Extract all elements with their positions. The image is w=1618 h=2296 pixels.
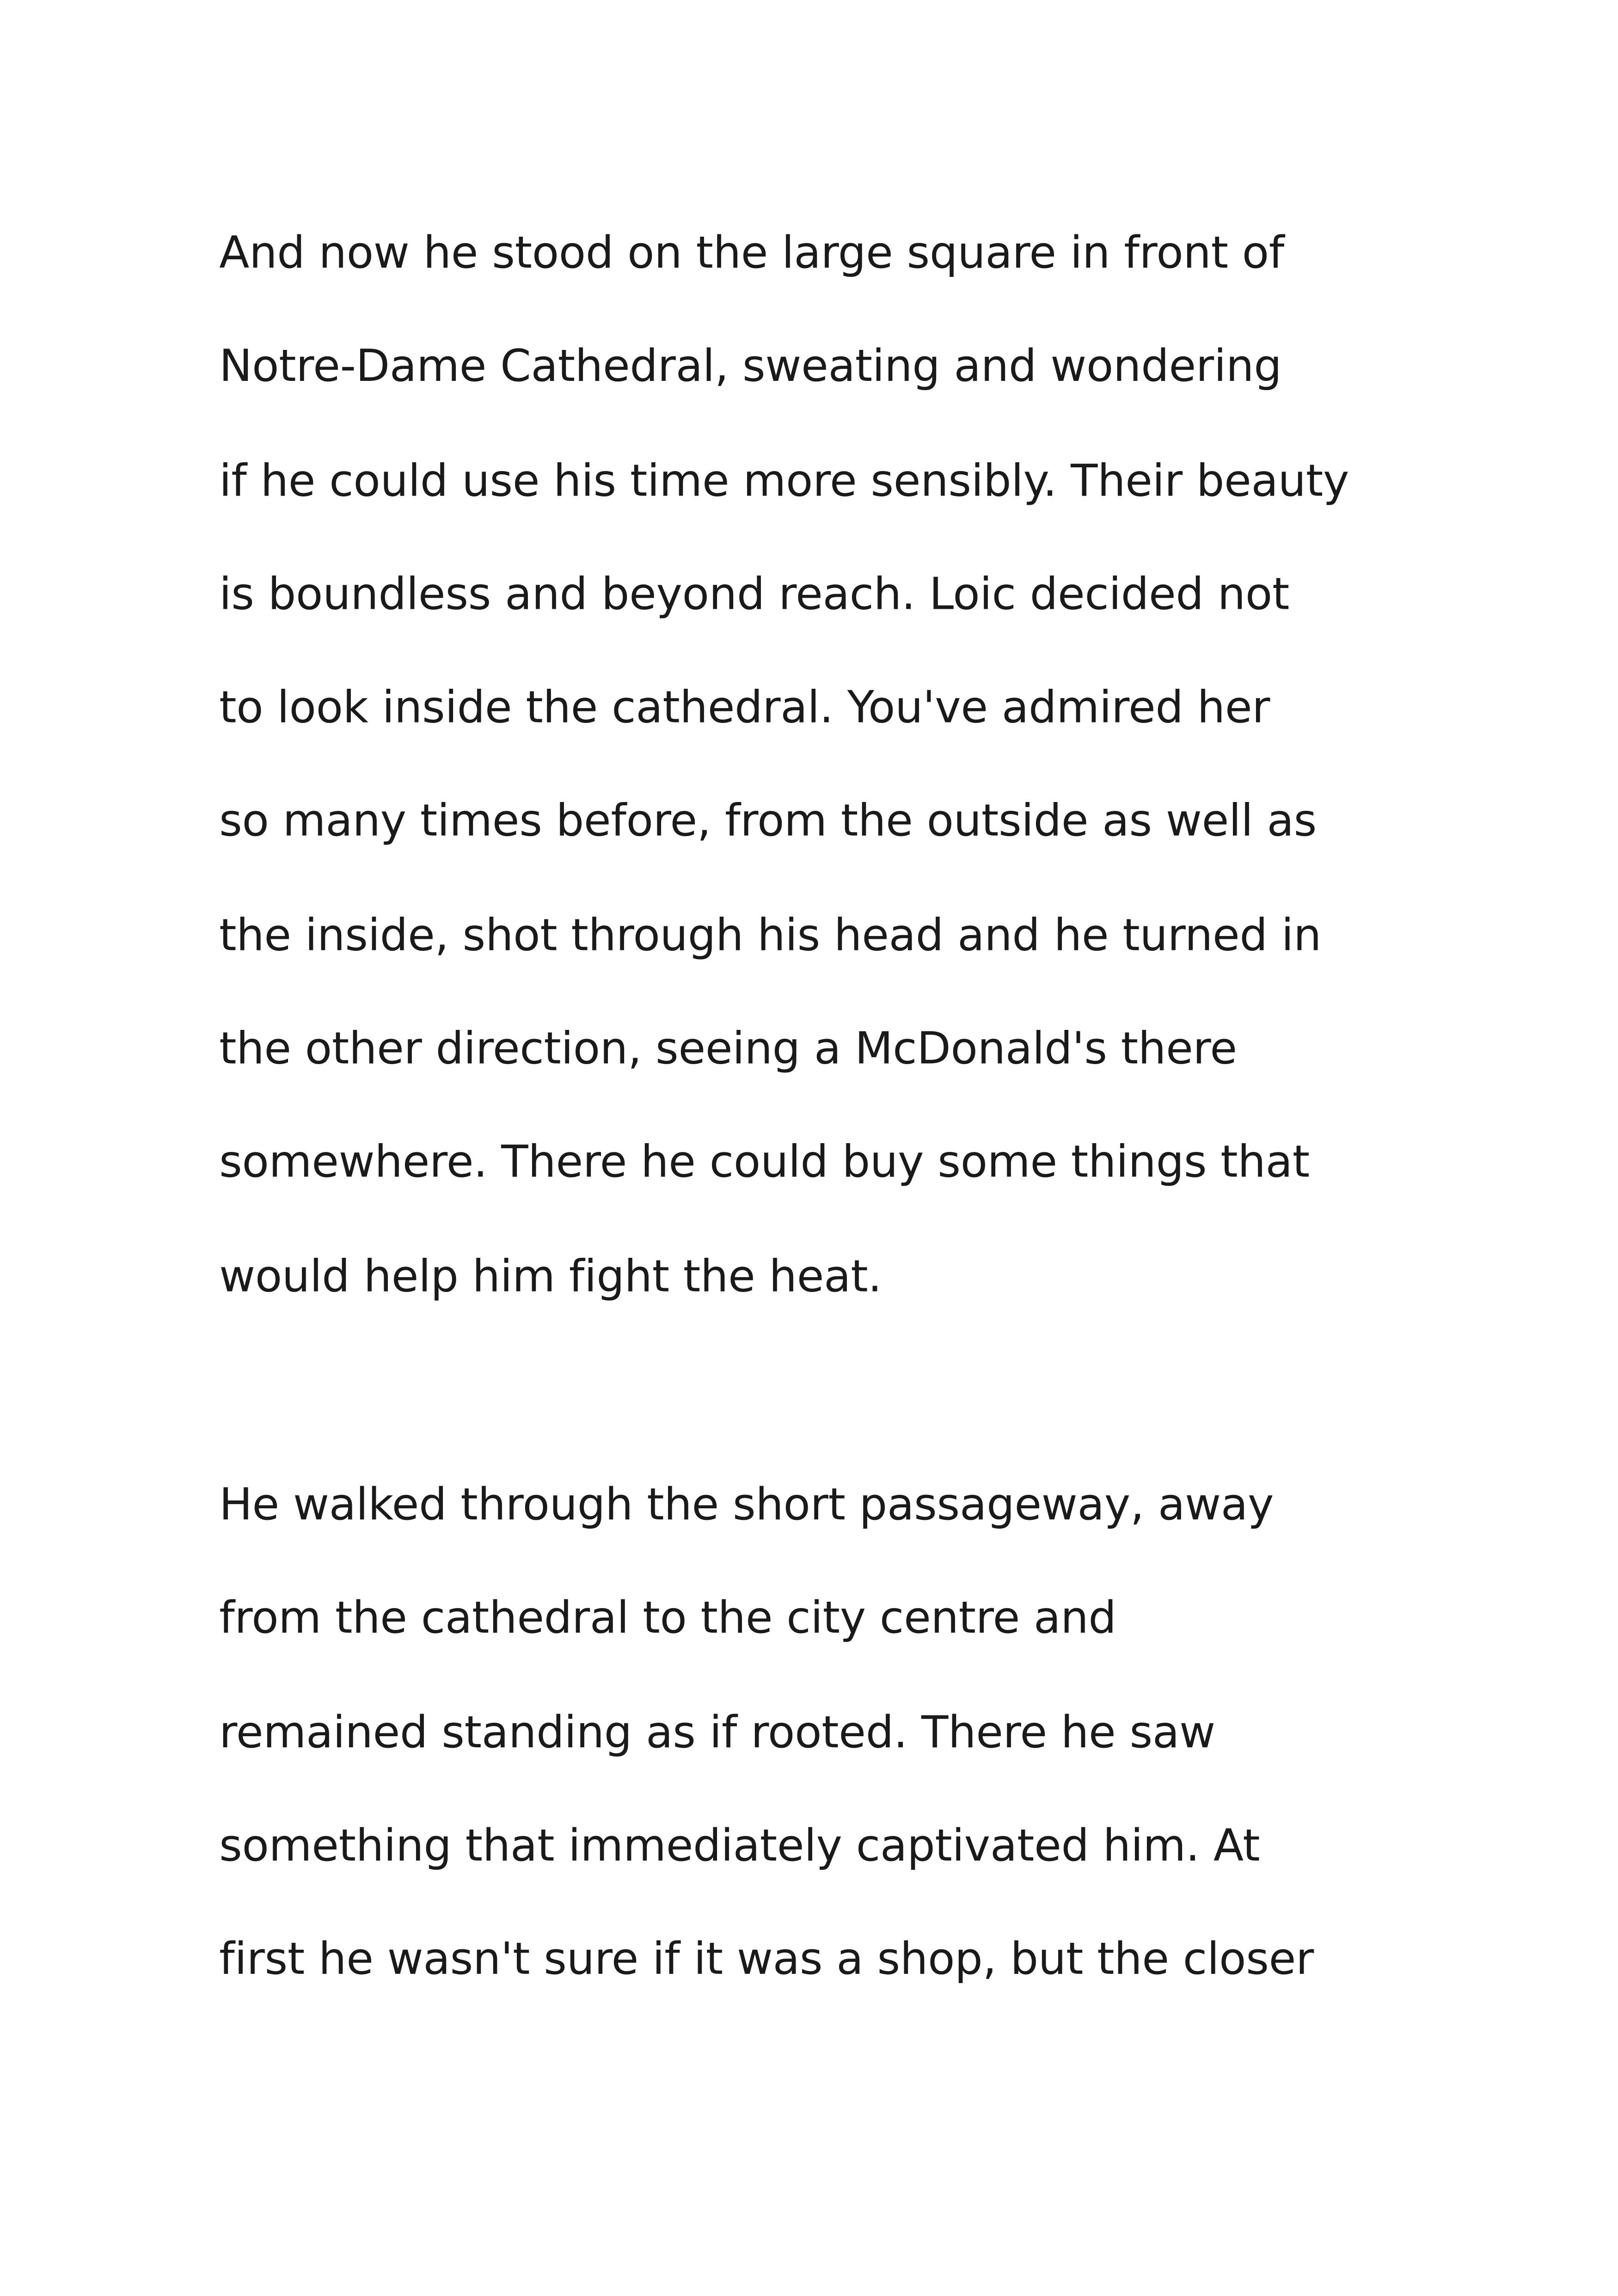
text-line: first he wasn't sure if it was a shop, but the closer	[219, 1934, 1314, 1986]
paragraph	[219, 197, 1349, 1334]
text-line: is boundless and beyond reach. Loic decided not	[219, 569, 1290, 621]
text-line: from the cathedral to the city centre and	[219, 1593, 1116, 1645]
text-line: would help him fight the heat.	[219, 1251, 882, 1303]
text-line: remained standing as if rooted. There he saw	[219, 1707, 1215, 1759]
text-line: to look inside the cathedral. You've admired her	[219, 682, 1270, 735]
text-line: He walked through the short passageway, away	[219, 1479, 1274, 1531]
text-line: something that immediately captivated him. At	[219, 1820, 1260, 1873]
text-line: And now he stood on the large square in front of	[219, 228, 1285, 280]
text-line: the inside, shot through his head and he turned in	[219, 910, 1322, 962]
text-line: somewhere. There he could buy some things that	[219, 1137, 1310, 1189]
text-line: Notre-Dame Cathedral, sweating and wondering	[219, 342, 1282, 393]
text-line: so many times before, from the outside as well as	[219, 796, 1317, 848]
paragraph	[219, 1449, 1314, 2017]
text-line: if he could use his time more sensibly. Their beauty	[219, 455, 1349, 507]
text-line: the other direction, seeing a McDonald's there	[219, 1023, 1237, 1076]
